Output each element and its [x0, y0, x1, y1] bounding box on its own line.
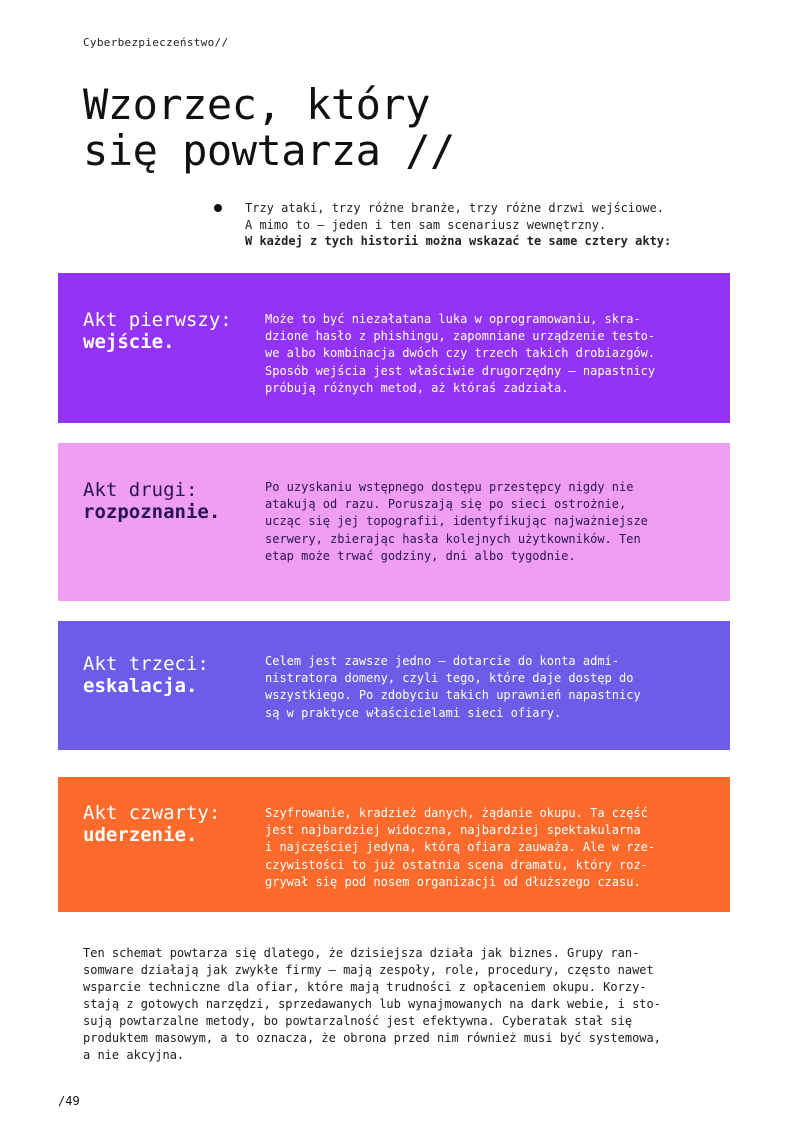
act-card-3 [58, 621, 730, 750]
act-label: Akt trzeci: [83, 653, 209, 675]
act-description-line: wszystkiego. Po zdobyciu takich uprawnień napastnicy [265, 688, 641, 703]
intro-bold-line: W każdej z tych historii można wskazać te same cztery akty: [245, 234, 672, 248]
summary-line: wsparcie techniczne dla ofiar, które mają trudności z opłaceniem okupu. Korzy- [83, 980, 647, 994]
act-description-line: grywał się pod nosem organizacji od dłuższego czasu. [265, 874, 641, 889]
act-description-line: etap może trwać godziny, dni albo tygodnie. [265, 548, 576, 563]
act-description-line: serwery, zbierając hasła kolejnych użytkowników. Ten [265, 531, 641, 546]
section-label: Cyberbezpieczeństwo// [83, 36, 229, 49]
act-card-1 [58, 273, 730, 423]
act-description-line: nistratora domeny, czyli tego, które daje dostęp do [265, 671, 634, 686]
summary-line: sują powtarzalne metody, bo powtarzalność jest efektywna. Cyberatak stał się [83, 1014, 633, 1028]
act-description-line: i najczęściej jedyna, którą ofiara zauważa. Ale w rze- [265, 840, 656, 855]
act-name: rozpoznanie. [83, 501, 221, 523]
act-title [83, 653, 209, 697]
act-card-4 [58, 777, 730, 912]
act-description [265, 805, 655, 891]
act-description-line: są w praktyce właścicielami sieci ofiary. [265, 705, 562, 720]
act-label: Akt drugi: [83, 479, 198, 501]
act-description [265, 653, 641, 722]
act-name: wejście. [83, 331, 175, 353]
summary-line: somware działają jak zwykłe firmy – mają zespoły, role, procedury, często nawet [83, 963, 654, 977]
page-title [83, 82, 455, 174]
summary-paragraph [83, 945, 661, 1064]
act-description-line: we albo kombinacja dwóch czy trzech takich drobiazgów. [265, 346, 656, 361]
act-name: eskalacja. [83, 675, 198, 697]
bullet-icon [214, 204, 222, 212]
act-title [83, 479, 220, 523]
act-card-2 [58, 443, 730, 601]
act-label: Akt czwarty: [83, 802, 221, 824]
intro [214, 200, 734, 250]
act-label: Akt pierwszy: [83, 309, 232, 331]
act-description [265, 479, 648, 565]
page-number: /49 [58, 1094, 80, 1108]
summary-line: stają z gotowych narzędzi, sprzedawanych lub wynajmowanych na dark webie, i sto- [83, 997, 661, 1011]
act-description [265, 311, 655, 397]
act-description-line: Może to być niezałatana luka w oprogramowaniu, skra- [265, 312, 641, 326]
act-description-line: dzione hasło z phishingu, zapomniane urządzenie testo- [265, 329, 656, 344]
intro-line: Trzy ataki, trzy różne branże, trzy różne drzwi wejściowe. [245, 201, 665, 215]
page-title-line: Wzorzec, który [83, 80, 431, 129]
intro-text [245, 200, 734, 250]
summary-line: produktem masowym, a to oznacza, że obrona przed nim również musi być systemowa, [83, 1031, 661, 1045]
act-description-line: próbują różnych metod, aż któraś zadziała. [265, 380, 569, 395]
act-description-line: atakują od razu. Poruszają się po sieci ostrożnie, [265, 497, 627, 512]
act-title [83, 309, 232, 353]
act-description-line: Szyfrowanie, kradzież danych, żądanie okupu. Ta część [265, 806, 648, 820]
act-description-line: jest najbardziej widoczna, najbardziej spektakularna [265, 823, 641, 838]
summary-line: a nie akcyjna. [83, 1048, 185, 1062]
act-description-line: Sposób wejścia jest właściwie drugorzędny – napastnicy [265, 363, 656, 378]
act-description-line: Celem jest zawsze jedno – dotarcie do konta admi- [265, 654, 620, 668]
act-description-line: Po uzyskaniu wstępnego dostępu przestępcy nigdy nie [265, 480, 634, 494]
page-title-line: się powtarza // [83, 126, 455, 176]
intro-line: A mimo to – jeden i ten sam scenariusz wewnętrzny. [245, 217, 607, 232]
summary-line: Ten schemat powtarza się dlatego, że dzisiejsza działa jak biznes. Grupy ran- [83, 946, 640, 960]
act-description-line: czywistości to już ostatnia scena dramatu, który roz- [265, 857, 648, 872]
act-description-line: ucząc się jej topografii, identyfikując najważniejsze [265, 514, 648, 529]
act-name: uderzenie. [83, 824, 198, 846]
act-title [83, 802, 220, 846]
